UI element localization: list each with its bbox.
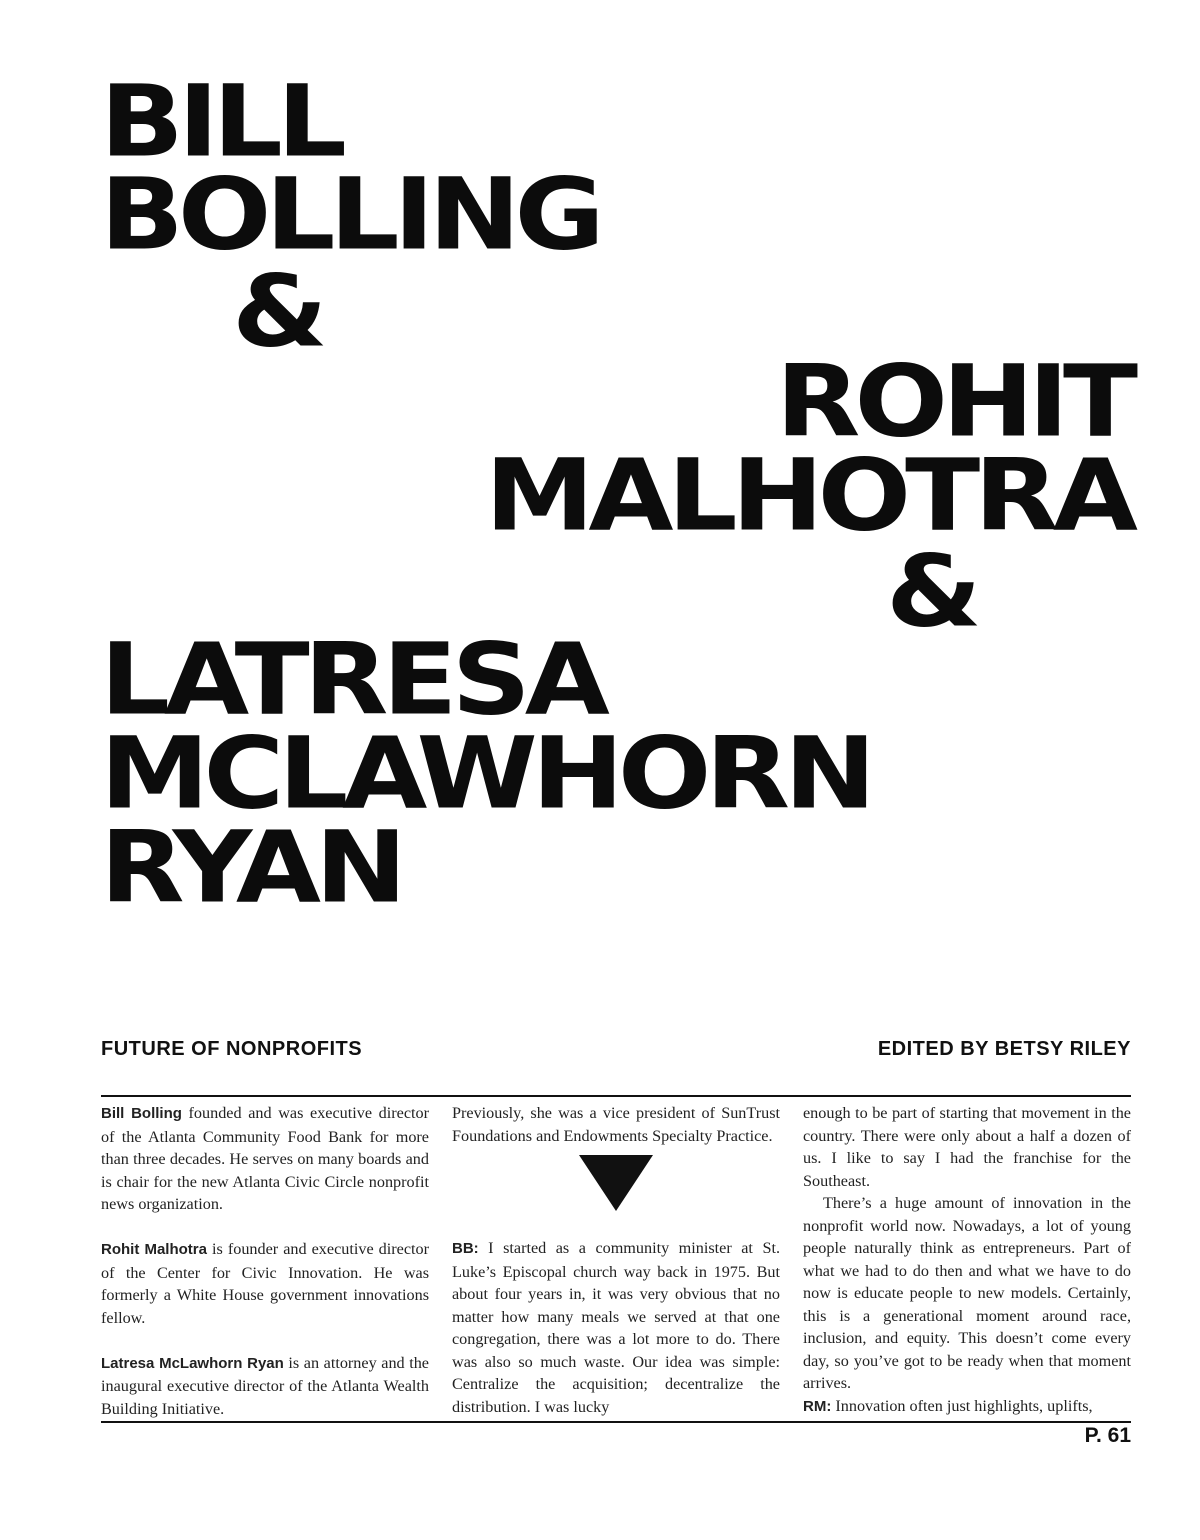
top-rule — [101, 1095, 1131, 1097]
bio-continuation: Previously, she was a vice president of SunTrust Foundations and Endowments Specialty Practice. — [452, 1104, 780, 1145]
column-1 — [101, 1102, 429, 1420]
interview-answer-bb-para2: There’s a huge amount of innovation in the nonprofit world now. Nowadays, a lot of young people naturally think as entrepreneurs. Part of what we had to do then and what we have to do now is educate people to new models. Certainly, this is a generational moment around race, inclusion, and equity. This doesn’t come every day, so you’ve got to be ready when that moment arrives. — [803, 1194, 1131, 1392]
bio-latresa-mclawhorn-ryan — [101, 1352, 429, 1421]
headline-line-bill: BILL — [100, 63, 341, 180]
section-label: FUTURE OF NONPROFITS — [101, 1038, 363, 1060]
headline-ampersand-1: & — [232, 253, 322, 370]
speaker-label: RM: — [803, 1397, 832, 1415]
interview-answer-rm — [803, 1395, 1131, 1419]
bio-text: is founder and executive director of the Center for Civic Innovation. He was formerly a White House government innovations fellow. — [101, 1240, 429, 1327]
bio-text: is an attorney and the inaugural executive director of the Atlanta Wealth Building Initiative. — [101, 1353, 429, 1418]
bio-name: Bill Bolling — [101, 1105, 182, 1122]
headline-line-malhotra: MALHOTRA — [484, 437, 1132, 554]
bio-text: founded and was executive director of the Atlanta Community Food Bank for more than three decades. He serves on many boards and is chair for the new Atlanta Civic Circle nonprofit news organization. — [101, 1104, 429, 1213]
column-3 — [803, 1102, 1131, 1418]
answer-text: I started as a community minister at St. Luke’s Episcopal church way back in 1975. But about four years in, it was very obvious that no matter how many meals we served at that one congregation, there was a lot more to do. There was also so much waste. Our idea was simple: Centralize the acquisition; decentralize the distribution. I was lucky — [452, 1239, 780, 1416]
bio-bill-bolling — [101, 1102, 429, 1216]
answer-text: Innovation often just highlights, uplifts, — [831, 1396, 1093, 1415]
interview-answer-bb-cont: enough to be part of starting that movement in the country. There were only about a half a dozen of us. I like to say I had the franchise for the Southeast. — [803, 1104, 1131, 1190]
bio-name: Rohit Malhotra — [101, 1241, 207, 1258]
page-number: P. 61 — [1084, 1424, 1131, 1447]
headline-line-bolling: BOLLING — [100, 156, 599, 273]
editor-credit: EDITED BY BETSY RILEY — [877, 1038, 1131, 1060]
interview-answer-bb — [452, 1237, 780, 1418]
headline-ampersand-2: & — [886, 533, 976, 650]
bio-name: Latresa McLawhorn Ryan — [101, 1354, 284, 1372]
headline-line-latresa: LATRESA — [100, 621, 604, 738]
headline-line-ryan: RYAN — [100, 809, 402, 926]
headline-line-rohit: ROHIT — [775, 343, 1132, 460]
speaker-label: BB: — [452, 1240, 479, 1257]
column-2 — [452, 1102, 780, 1418]
bio-rohit-malhotra — [101, 1238, 429, 1329]
triangle-divider-icon — [579, 1155, 653, 1211]
headline-line-mclawhorn: MCLAWHORN — [100, 715, 871, 832]
bottom-rule — [101, 1421, 1131, 1423]
